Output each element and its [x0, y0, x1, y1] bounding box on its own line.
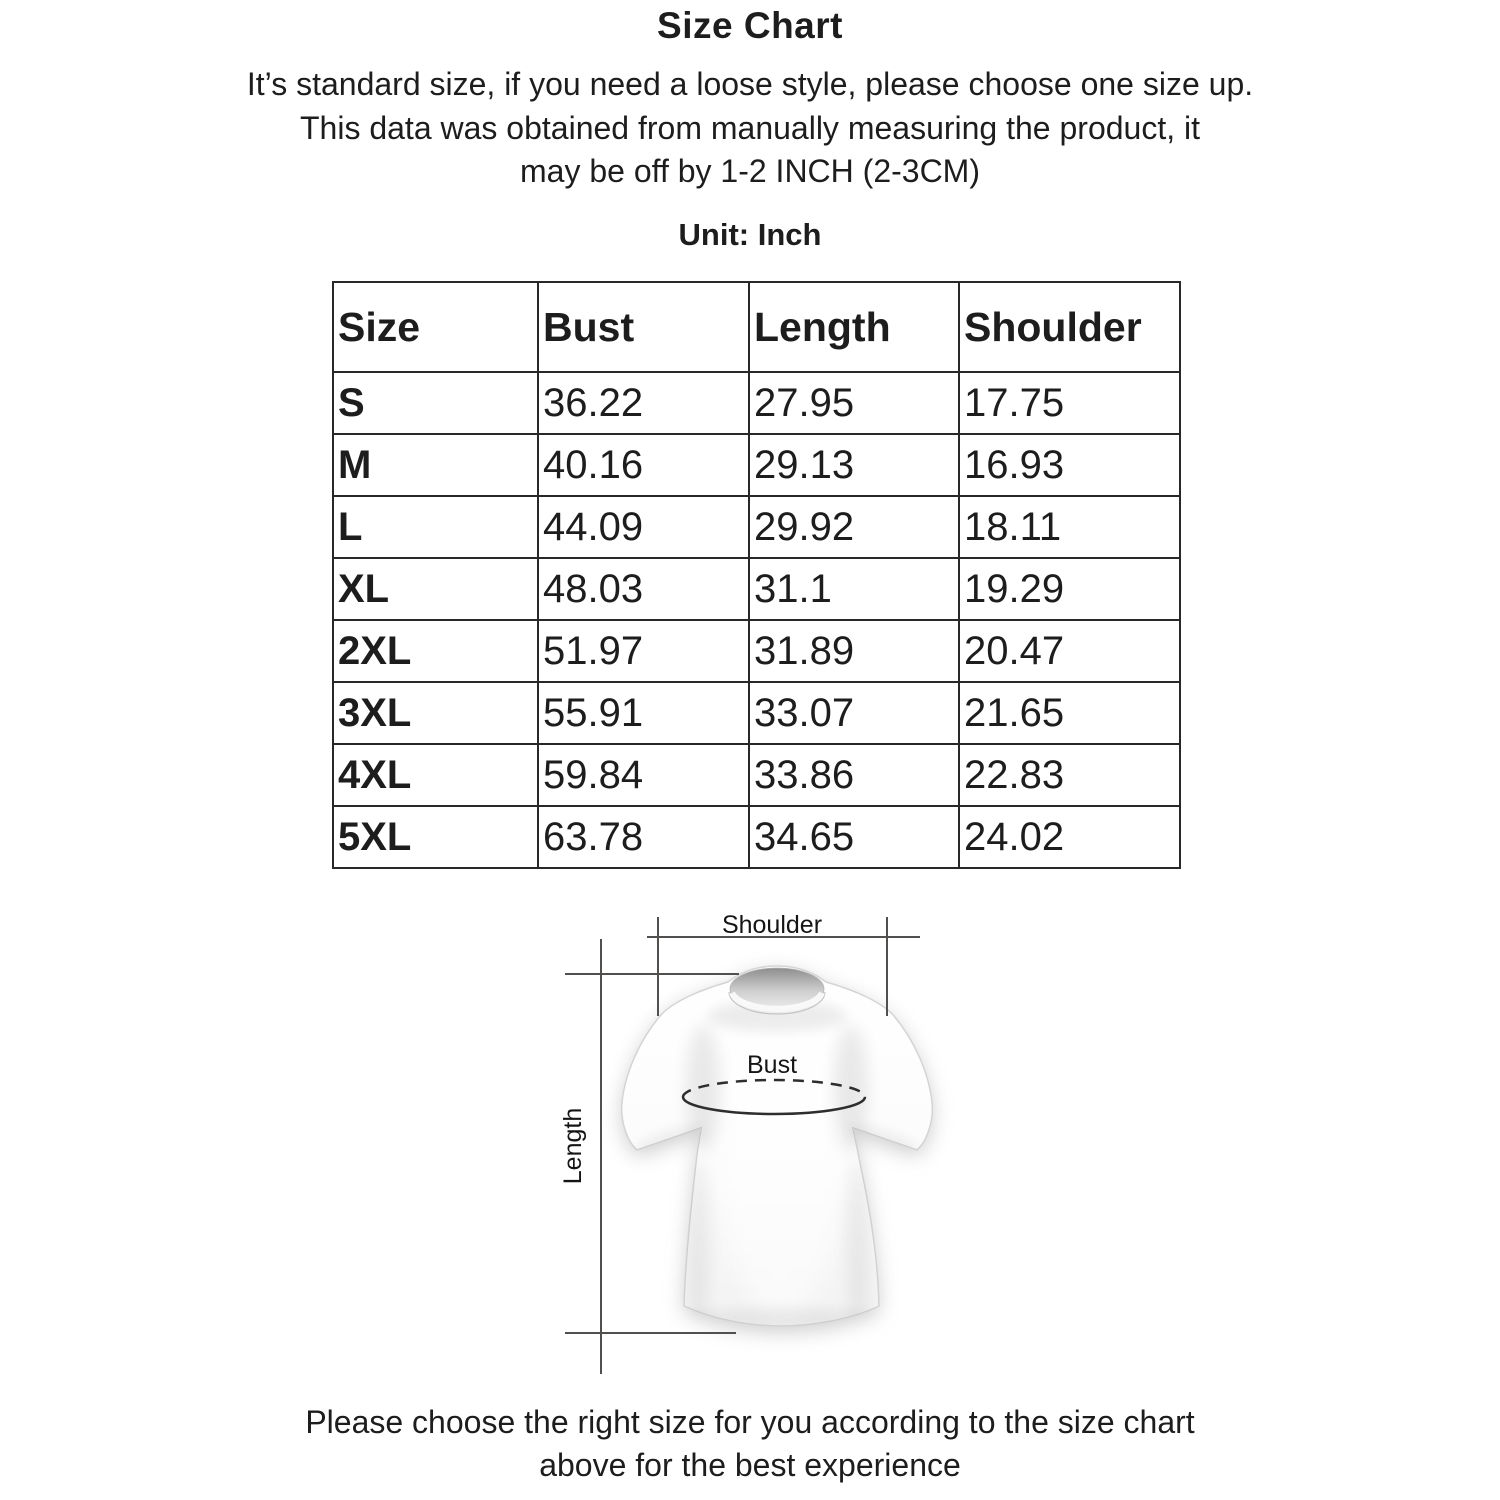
bust-label: Bust — [746, 1051, 798, 1079]
collar — [729, 968, 825, 1014]
cell-length: 29.13 — [749, 434, 959, 496]
cell-length: 31.89 — [749, 620, 959, 682]
size-table — [332, 281, 1181, 869]
column-header-shoulder: Shoulder — [959, 282, 1180, 372]
cell-bust: 59.84 — [538, 744, 749, 806]
footer-line: Please choose the right size for you according to the size chart — [305, 1404, 1195, 1440]
table-header-row — [333, 282, 1180, 372]
table-row — [333, 682, 1180, 744]
cell-size: XL — [333, 558, 538, 620]
cell-shoulder: 22.83 — [959, 744, 1180, 806]
table-row — [333, 496, 1180, 558]
length-label: Length — [559, 1107, 587, 1185]
cell-bust: 51.97 — [538, 620, 749, 682]
table-row — [333, 372, 1180, 434]
cell-bust: 48.03 — [538, 558, 749, 620]
footer-line: above for the best experience — [539, 1447, 961, 1483]
table-row — [333, 744, 1180, 806]
cell-bust: 44.09 — [538, 496, 749, 558]
cell-length: 33.07 — [749, 682, 959, 744]
cell-bust: 63.78 — [538, 806, 749, 868]
column-header-bust: Bust — [538, 282, 749, 372]
page-title: Size Chart — [657, 5, 843, 46]
footer-note — [0, 1401, 1500, 1487]
cell-size: M — [333, 434, 538, 496]
cell-shoulder: 19.29 — [959, 558, 1180, 620]
cell-length: 31.1 — [749, 558, 959, 620]
table-row — [333, 806, 1180, 868]
cell-length: 27.95 — [749, 372, 959, 434]
cell-bust: 55.91 — [538, 682, 749, 744]
column-header-size: Size — [333, 282, 538, 372]
description-line: may be off by 1-2 INCH (2-3CM) — [520, 153, 980, 189]
cell-size: S — [333, 372, 538, 434]
cell-size: 3XL — [333, 682, 538, 744]
cell-shoulder: 24.02 — [959, 806, 1180, 868]
cell-length: 34.65 — [749, 806, 959, 868]
cell-bust: 36.22 — [538, 372, 749, 434]
cell-size: L — [333, 496, 538, 558]
cell-bust: 40.16 — [538, 434, 749, 496]
measurement-diagram — [540, 895, 1010, 1390]
unit-label: Unit: Inch — [678, 217, 822, 252]
description — [0, 63, 1500, 194]
cell-shoulder: 17.75 — [959, 372, 1180, 434]
description-line: It’s standard size, if you need a loose style, please choose one size up. — [246, 66, 1254, 102]
tshirt-illustration — [622, 966, 933, 1330]
cell-length: 33.86 — [749, 744, 959, 806]
description-line: This data was obtained from manually measuring the product, it — [299, 109, 1200, 146]
table-row — [333, 434, 1180, 496]
shoulder-label: Shoulder — [721, 911, 823, 939]
cell-length: 29.92 — [749, 496, 959, 558]
table-row — [333, 620, 1180, 682]
cell-shoulder: 18.11 — [959, 496, 1180, 558]
table-row — [333, 558, 1180, 620]
cell-shoulder: 20.47 — [959, 620, 1180, 682]
cell-size: 5XL — [333, 806, 538, 868]
cell-shoulder: 21.65 — [959, 682, 1180, 744]
cell-size: 4XL — [333, 744, 538, 806]
cell-size: 2XL — [333, 620, 538, 682]
column-header-length: Length — [749, 282, 959, 372]
cell-shoulder: 16.93 — [959, 434, 1180, 496]
